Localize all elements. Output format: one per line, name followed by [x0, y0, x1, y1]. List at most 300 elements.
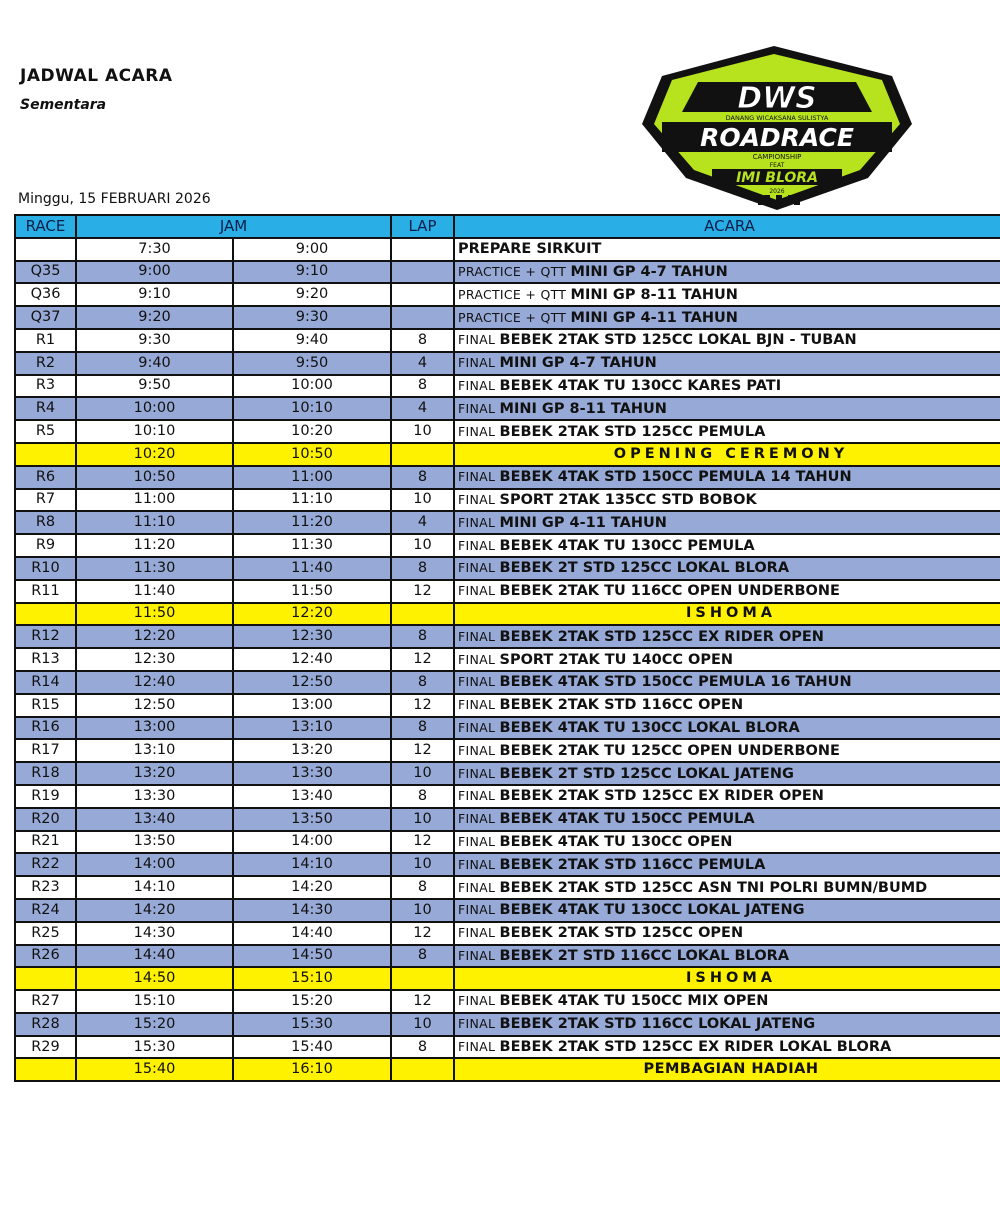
table-row — [15, 329, 1000, 352]
event-prefix: FINAL — [458, 925, 500, 941]
event-cell — [454, 557, 1000, 580]
table-row — [15, 876, 1000, 899]
lap-cell: 10 — [391, 808, 454, 831]
event-prefix: FINAL — [458, 788, 500, 804]
table-row — [15, 603, 1000, 626]
start-time-cell: 13:10 — [76, 739, 233, 762]
event-prefix: FINAL — [458, 400, 500, 416]
table-row — [15, 375, 1000, 398]
event-prefix: FINAL — [458, 469, 500, 485]
event-name: BEBEK 2TAK STD 125CC EX RIDER LOKAL BLORA — [499, 1039, 892, 1056]
event-prefix: FINAL — [458, 742, 500, 758]
event-cell — [454, 306, 1000, 329]
start-time-cell: 11:30 — [76, 557, 233, 580]
race-cell — [15, 238, 76, 261]
race-cell: R25 — [15, 922, 76, 945]
event-prefix: FINAL — [458, 719, 500, 735]
lap-cell — [391, 603, 454, 626]
end-time-cell: 9:40 — [233, 329, 391, 352]
end-time-cell: 11:10 — [233, 489, 391, 512]
race-cell: R1 — [15, 329, 76, 352]
start-time-cell: 12:40 — [76, 671, 233, 694]
lap-cell: 12 — [391, 831, 454, 854]
event-name: ISHOMA — [686, 605, 776, 622]
end-time-cell: 14:20 — [233, 876, 391, 899]
event-cell — [454, 420, 1000, 443]
start-time-cell: 10:50 — [76, 466, 233, 489]
lap-cell — [391, 283, 454, 306]
start-time-cell: 9:30 — [76, 329, 233, 352]
start-time-cell: 10:10 — [76, 420, 233, 443]
table-row — [15, 1013, 1000, 1036]
event-name: ISHOMA — [686, 970, 776, 987]
event-name: BEBEK 2T STD 125CC LOKAL JATENG — [499, 765, 794, 782]
lap-cell — [391, 261, 454, 284]
event-cell — [454, 283, 1000, 306]
end-time-cell: 11:00 — [233, 466, 391, 489]
start-time-cell: 12:50 — [76, 694, 233, 717]
logo-feat: FEAT — [769, 162, 785, 169]
event-cell — [454, 534, 1000, 557]
race-cell: R16 — [15, 717, 76, 740]
event-prefix: FINAL — [458, 856, 500, 872]
start-time-cell: 15:20 — [76, 1013, 233, 1036]
lap-cell: 8 — [391, 625, 454, 648]
event-cell — [454, 967, 1000, 990]
schedule-table — [14, 214, 1000, 1082]
start-time-cell: 11:00 — [76, 489, 233, 512]
race-cell: Q36 — [15, 283, 76, 306]
start-time-cell: 11:10 — [76, 511, 233, 534]
lap-cell — [391, 1058, 454, 1081]
table-row — [15, 306, 1000, 329]
event-cell — [454, 694, 1000, 717]
event-name: BEBEK 4TAK STD 150CC PEMULA 16 TAHUN — [499, 674, 852, 691]
end-time-cell: 14:30 — [233, 899, 391, 922]
table-row — [15, 739, 1000, 762]
event-prefix: FINAL — [458, 491, 500, 507]
race-cell: R13 — [15, 648, 76, 671]
event-prefix: PRACTICE + QTT — [458, 263, 571, 279]
table-row — [15, 648, 1000, 671]
race-cell: R3 — [15, 375, 76, 398]
event-cell — [454, 511, 1000, 534]
schedule-body — [15, 238, 1000, 1081]
table-row — [15, 625, 1000, 648]
race-cell: R4 — [15, 397, 76, 420]
event-prefix: FINAL — [458, 902, 500, 918]
event-name: BEBEK 2TAK STD 125CC OPEN — [499, 925, 744, 942]
start-time-cell: 14:20 — [76, 899, 233, 922]
start-time-cell: 15:30 — [76, 1036, 233, 1059]
event-prefix: FINAL — [458, 1039, 500, 1055]
table-row — [15, 580, 1000, 603]
table-row — [15, 831, 1000, 854]
event-cell — [454, 990, 1000, 1013]
logo-year: 2026 — [769, 188, 785, 195]
event-name: MINI GP 4-7 TAHUN — [499, 355, 657, 372]
race-cell: R2 — [15, 352, 76, 375]
race-cell: R12 — [15, 625, 76, 648]
start-time-cell: 9:20 — [76, 306, 233, 329]
lap-cell: 8 — [391, 1036, 454, 1059]
end-time-cell: 13:20 — [233, 739, 391, 762]
event-name: BEBEK 4TAK TU 150CC PEMULA — [499, 811, 755, 828]
event-cell — [454, 945, 1000, 968]
race-cell: R20 — [15, 808, 76, 831]
table-header-row — [15, 215, 1000, 238]
logo-org: IMI BLORA — [736, 170, 818, 186]
end-time-cell: 10:50 — [233, 443, 391, 466]
logo-name: ROADRACE — [700, 123, 854, 152]
end-time-cell: 11:50 — [233, 580, 391, 603]
race-cell: R22 — [15, 853, 76, 876]
race-cell: R24 — [15, 899, 76, 922]
event-prefix: FINAL — [458, 355, 500, 371]
table-row — [15, 352, 1000, 375]
table-row — [15, 990, 1000, 1013]
end-time-cell: 11:40 — [233, 557, 391, 580]
end-time-cell: 12:50 — [233, 671, 391, 694]
event-name: BEBEK 2TAK STD 116CC OPEN — [499, 697, 744, 714]
event-prefix: FINAL — [458, 674, 500, 690]
race-cell: R6 — [15, 466, 76, 489]
start-time-cell: 14:50 — [76, 967, 233, 990]
event-name: BEBEK 2TAK STD 116CC PEMULA — [499, 856, 766, 873]
race-cell — [15, 443, 76, 466]
event-name: BEBEK 2TAK STD 125CC EX RIDER OPEN — [499, 628, 824, 645]
start-time-cell: 9:40 — [76, 352, 233, 375]
lap-cell: 8 — [391, 945, 454, 968]
start-time-cell: 13:20 — [76, 762, 233, 785]
col-race-header: RACE — [15, 215, 76, 238]
lap-cell: 12 — [391, 580, 454, 603]
end-time-cell: 13:40 — [233, 785, 391, 808]
event-cell — [454, 808, 1000, 831]
end-time-cell: 14:10 — [233, 853, 391, 876]
event-name: PREPARE SIRKUIT — [458, 240, 602, 257]
race-cell: R18 — [15, 762, 76, 785]
event-name: BEBEK 4TAK TU 130CC LOKAL BLORA — [499, 719, 800, 736]
lap-cell: 12 — [391, 694, 454, 717]
event-prefix: FINAL — [458, 765, 500, 781]
lap-cell: 8 — [391, 717, 454, 740]
end-time-cell: 12:20 — [233, 603, 391, 626]
table-row — [15, 853, 1000, 876]
race-cell: R8 — [15, 511, 76, 534]
race-cell: R23 — [15, 876, 76, 899]
event-name: MINI GP 4-11 TAHUN — [499, 514, 667, 531]
event-cell — [454, 785, 1000, 808]
event-prefix: FINAL — [458, 993, 500, 1009]
dws-roadrace-logo — [636, 46, 918, 210]
event-cell — [454, 717, 1000, 740]
start-time-cell: 13:40 — [76, 808, 233, 831]
race-cell: R10 — [15, 557, 76, 580]
lap-cell: 12 — [391, 922, 454, 945]
col-jam-header: JAM — [76, 215, 391, 238]
lap-cell: 10 — [391, 853, 454, 876]
event-prefix: FINAL — [458, 947, 500, 963]
event-name: PEMBAGIAN HADIAH — [643, 1061, 819, 1078]
race-cell: R7 — [15, 489, 76, 512]
race-cell: R19 — [15, 785, 76, 808]
event-name: MINI GP 4-11 TAHUN — [570, 309, 738, 326]
race-cell: R14 — [15, 671, 76, 694]
end-time-cell: 15:40 — [233, 1036, 391, 1059]
table-row — [15, 557, 1000, 580]
event-prefix: FINAL — [458, 514, 500, 530]
start-time-cell: 7:30 — [76, 238, 233, 261]
event-name: BEBEK 4TAK TU 150CC MIX OPEN — [499, 993, 769, 1010]
event-name: BEBEK 2TAK STD 125CC LOKAL BJN - TUBAN — [499, 332, 857, 349]
lap-cell: 8 — [391, 329, 454, 352]
race-cell: R28 — [15, 1013, 76, 1036]
table-row — [15, 671, 1000, 694]
start-time-cell: 14:00 — [76, 853, 233, 876]
event-prefix: FINAL — [458, 377, 500, 393]
event-name: BEBEK 4TAK TU 130CC LOKAL JATENG — [499, 902, 805, 919]
lap-cell: 4 — [391, 397, 454, 420]
race-cell: R11 — [15, 580, 76, 603]
event-cell — [454, 853, 1000, 876]
page-title: JADWAL ACARA — [20, 66, 173, 86]
event-name: MINI GP 4-7 TAHUN — [570, 263, 728, 280]
start-time-cell: 10:00 — [76, 397, 233, 420]
end-time-cell: 14:00 — [233, 831, 391, 854]
race-cell: R27 — [15, 990, 76, 1013]
end-time-cell: 9:30 — [233, 306, 391, 329]
event-cell — [454, 899, 1000, 922]
event-name: SPORT 2TAK TU 140CC OPEN — [499, 651, 734, 668]
lap-cell: 12 — [391, 990, 454, 1013]
table-row — [15, 283, 1000, 306]
race-cell: R5 — [15, 420, 76, 443]
table-row — [15, 808, 1000, 831]
lap-cell: 10 — [391, 1013, 454, 1036]
race-cell: R21 — [15, 831, 76, 854]
end-time-cell: 14:50 — [233, 945, 391, 968]
start-time-cell: 14:10 — [76, 876, 233, 899]
lap-cell — [391, 306, 454, 329]
event-prefix: FINAL — [458, 332, 500, 348]
event-prefix: FINAL — [458, 423, 500, 439]
race-cell — [15, 1058, 76, 1081]
event-prefix: FINAL — [458, 811, 500, 827]
event-cell — [454, 876, 1000, 899]
event-cell — [454, 261, 1000, 284]
event-cell — [454, 397, 1000, 420]
event-name: BEBEK 2TAK STD 125CC EX RIDER OPEN — [499, 788, 824, 805]
table-row — [15, 762, 1000, 785]
table-row — [15, 534, 1000, 557]
race-cell: R29 — [15, 1036, 76, 1059]
event-name: BEBEK 2T STD 125CC LOKAL BLORA — [499, 560, 790, 577]
event-name: OPENING CEREMONY — [613, 445, 849, 462]
event-prefix: FINAL — [458, 697, 500, 713]
event-prefix: FINAL — [458, 560, 500, 576]
end-time-cell: 10:10 — [233, 397, 391, 420]
start-time-cell: 12:30 — [76, 648, 233, 671]
table-row — [15, 261, 1000, 284]
lap-cell: 8 — [391, 375, 454, 398]
event-prefix: FINAL — [458, 833, 500, 849]
start-time-cell: 11:50 — [76, 603, 233, 626]
end-time-cell: 9:50 — [233, 352, 391, 375]
table-row — [15, 397, 1000, 420]
start-time-cell: 11:20 — [76, 534, 233, 557]
end-time-cell: 13:10 — [233, 717, 391, 740]
race-cell — [15, 603, 76, 626]
event-name: BEBEK 2TAK TU 116CC OPEN UNDERBONE — [499, 583, 840, 600]
start-time-cell: 13:30 — [76, 785, 233, 808]
start-time-cell: 11:40 — [76, 580, 233, 603]
event-cell — [454, 671, 1000, 694]
lap-cell: 10 — [391, 420, 454, 443]
end-time-cell: 16:10 — [233, 1058, 391, 1081]
lap-cell: 10 — [391, 489, 454, 512]
event-cell — [454, 443, 1000, 466]
start-time-cell: 15:10 — [76, 990, 233, 1013]
event-name: SPORT 2TAK 135CC STD BOBOK — [499, 491, 757, 508]
end-time-cell: 12:30 — [233, 625, 391, 648]
race-cell — [15, 967, 76, 990]
end-time-cell: 11:30 — [233, 534, 391, 557]
lap-cell — [391, 443, 454, 466]
end-time-cell: 14:40 — [233, 922, 391, 945]
start-time-cell: 9:50 — [76, 375, 233, 398]
event-cell — [454, 238, 1000, 261]
lap-cell: 10 — [391, 534, 454, 557]
event-cell — [454, 489, 1000, 512]
lap-cell: 8 — [391, 785, 454, 808]
table-row — [15, 420, 1000, 443]
lap-cell: 8 — [391, 466, 454, 489]
event-cell — [454, 1058, 1000, 1081]
table-row — [15, 967, 1000, 990]
event-cell — [454, 739, 1000, 762]
start-time-cell: 9:00 — [76, 261, 233, 284]
lap-cell: 10 — [391, 899, 454, 922]
event-name: BEBEK 4TAK TU 130CC KARES PATI — [499, 377, 782, 394]
lap-cell: 4 — [391, 352, 454, 375]
end-time-cell: 15:10 — [233, 967, 391, 990]
start-time-cell: 12:20 — [76, 625, 233, 648]
end-time-cell: 9:10 — [233, 261, 391, 284]
event-cell — [454, 1013, 1000, 1036]
lap-cell: 8 — [391, 557, 454, 580]
event-prefix: FINAL — [458, 537, 500, 553]
start-time-cell: 14:30 — [76, 922, 233, 945]
page-subtitle: Sementara — [20, 97, 107, 113]
table-row — [15, 511, 1000, 534]
event-prefix: FINAL — [458, 628, 500, 644]
table-row — [15, 785, 1000, 808]
start-time-cell: 13:50 — [76, 831, 233, 854]
lap-cell: 4 — [391, 511, 454, 534]
lap-cell — [391, 967, 454, 990]
table-row — [15, 489, 1000, 512]
lap-cell: 12 — [391, 739, 454, 762]
event-name: BEBEK 4TAK TU 130CC PEMULA — [499, 537, 755, 554]
table-row — [15, 1036, 1000, 1059]
logo-sub: CAMPIONSHIP — [752, 153, 802, 161]
event-date: Minggu, 15 FEBRUARI 2026 — [18, 191, 211, 207]
table-row — [15, 443, 1000, 466]
event-cell — [454, 922, 1000, 945]
event-name: MINI GP 8-11 TAHUN — [570, 286, 738, 303]
race-cell: R17 — [15, 739, 76, 762]
event-name: BEBEK 2TAK TU 125CC OPEN UNDERBONE — [499, 742, 840, 759]
event-cell — [454, 580, 1000, 603]
event-name: BEBEK 2TAK STD 125CC ASN TNI POLRI BUMN/BUMD — [499, 879, 928, 896]
event-cell — [454, 648, 1000, 671]
table-row — [15, 945, 1000, 968]
table-row — [15, 1058, 1000, 1081]
table-row — [15, 899, 1000, 922]
event-name: BEBEK 2TAK STD 116CC LOKAL JATENG — [499, 1016, 816, 1033]
event-name: MINI GP 8-11 TAHUN — [499, 400, 667, 417]
logo-tagline: DANANG WICAKSANA SULISTYA — [725, 114, 829, 122]
lap-cell: 10 — [391, 762, 454, 785]
race-cell: R15 — [15, 694, 76, 717]
event-cell — [454, 352, 1000, 375]
end-time-cell: 11:20 — [233, 511, 391, 534]
table-row — [15, 717, 1000, 740]
event-cell — [454, 603, 1000, 626]
race-cell: R26 — [15, 945, 76, 968]
col-lap-header: LAP — [391, 215, 454, 238]
lap-cell: 8 — [391, 876, 454, 899]
end-time-cell: 9:00 — [233, 238, 391, 261]
table-row — [15, 922, 1000, 945]
start-time-cell: 10:20 — [76, 443, 233, 466]
start-time-cell: 13:00 — [76, 717, 233, 740]
start-time-cell: 9:10 — [76, 283, 233, 306]
race-cell: Q37 — [15, 306, 76, 329]
event-cell — [454, 831, 1000, 854]
event-cell — [454, 762, 1000, 785]
event-name: BEBEK 2TAK STD 125CC PEMULA — [499, 423, 766, 440]
event-cell — [454, 625, 1000, 648]
end-time-cell: 10:20 — [233, 420, 391, 443]
end-time-cell: 15:20 — [233, 990, 391, 1013]
end-time-cell: 12:40 — [233, 648, 391, 671]
race-cell: Q35 — [15, 261, 76, 284]
start-time-cell: 14:40 — [76, 945, 233, 968]
event-prefix: FINAL — [458, 583, 500, 599]
event-cell — [454, 1036, 1000, 1059]
event-name: BEBEK 4TAK TU 130CC OPEN — [499, 833, 733, 850]
end-time-cell: 10:00 — [233, 375, 391, 398]
table-row — [15, 466, 1000, 489]
event-cell — [454, 329, 1000, 352]
event-cell — [454, 375, 1000, 398]
event-prefix: PRACTICE + QTT — [458, 286, 571, 302]
end-time-cell: 15:30 — [233, 1013, 391, 1036]
event-name: BEBEK 4TAK STD 150CC PEMULA 14 TAHUN — [499, 469, 852, 486]
event-prefix: FINAL — [458, 879, 500, 895]
start-time-cell: 15:40 — [76, 1058, 233, 1081]
end-time-cell: 13:30 — [233, 762, 391, 785]
event-prefix: FINAL — [458, 1016, 500, 1032]
event-name: BEBEK 2T STD 116CC LOKAL BLORA — [499, 947, 790, 964]
lap-cell: 12 — [391, 648, 454, 671]
race-cell: R9 — [15, 534, 76, 557]
lap-cell — [391, 238, 454, 261]
col-acara-header: ACARA — [454, 215, 1000, 238]
lap-cell: 8 — [391, 671, 454, 694]
